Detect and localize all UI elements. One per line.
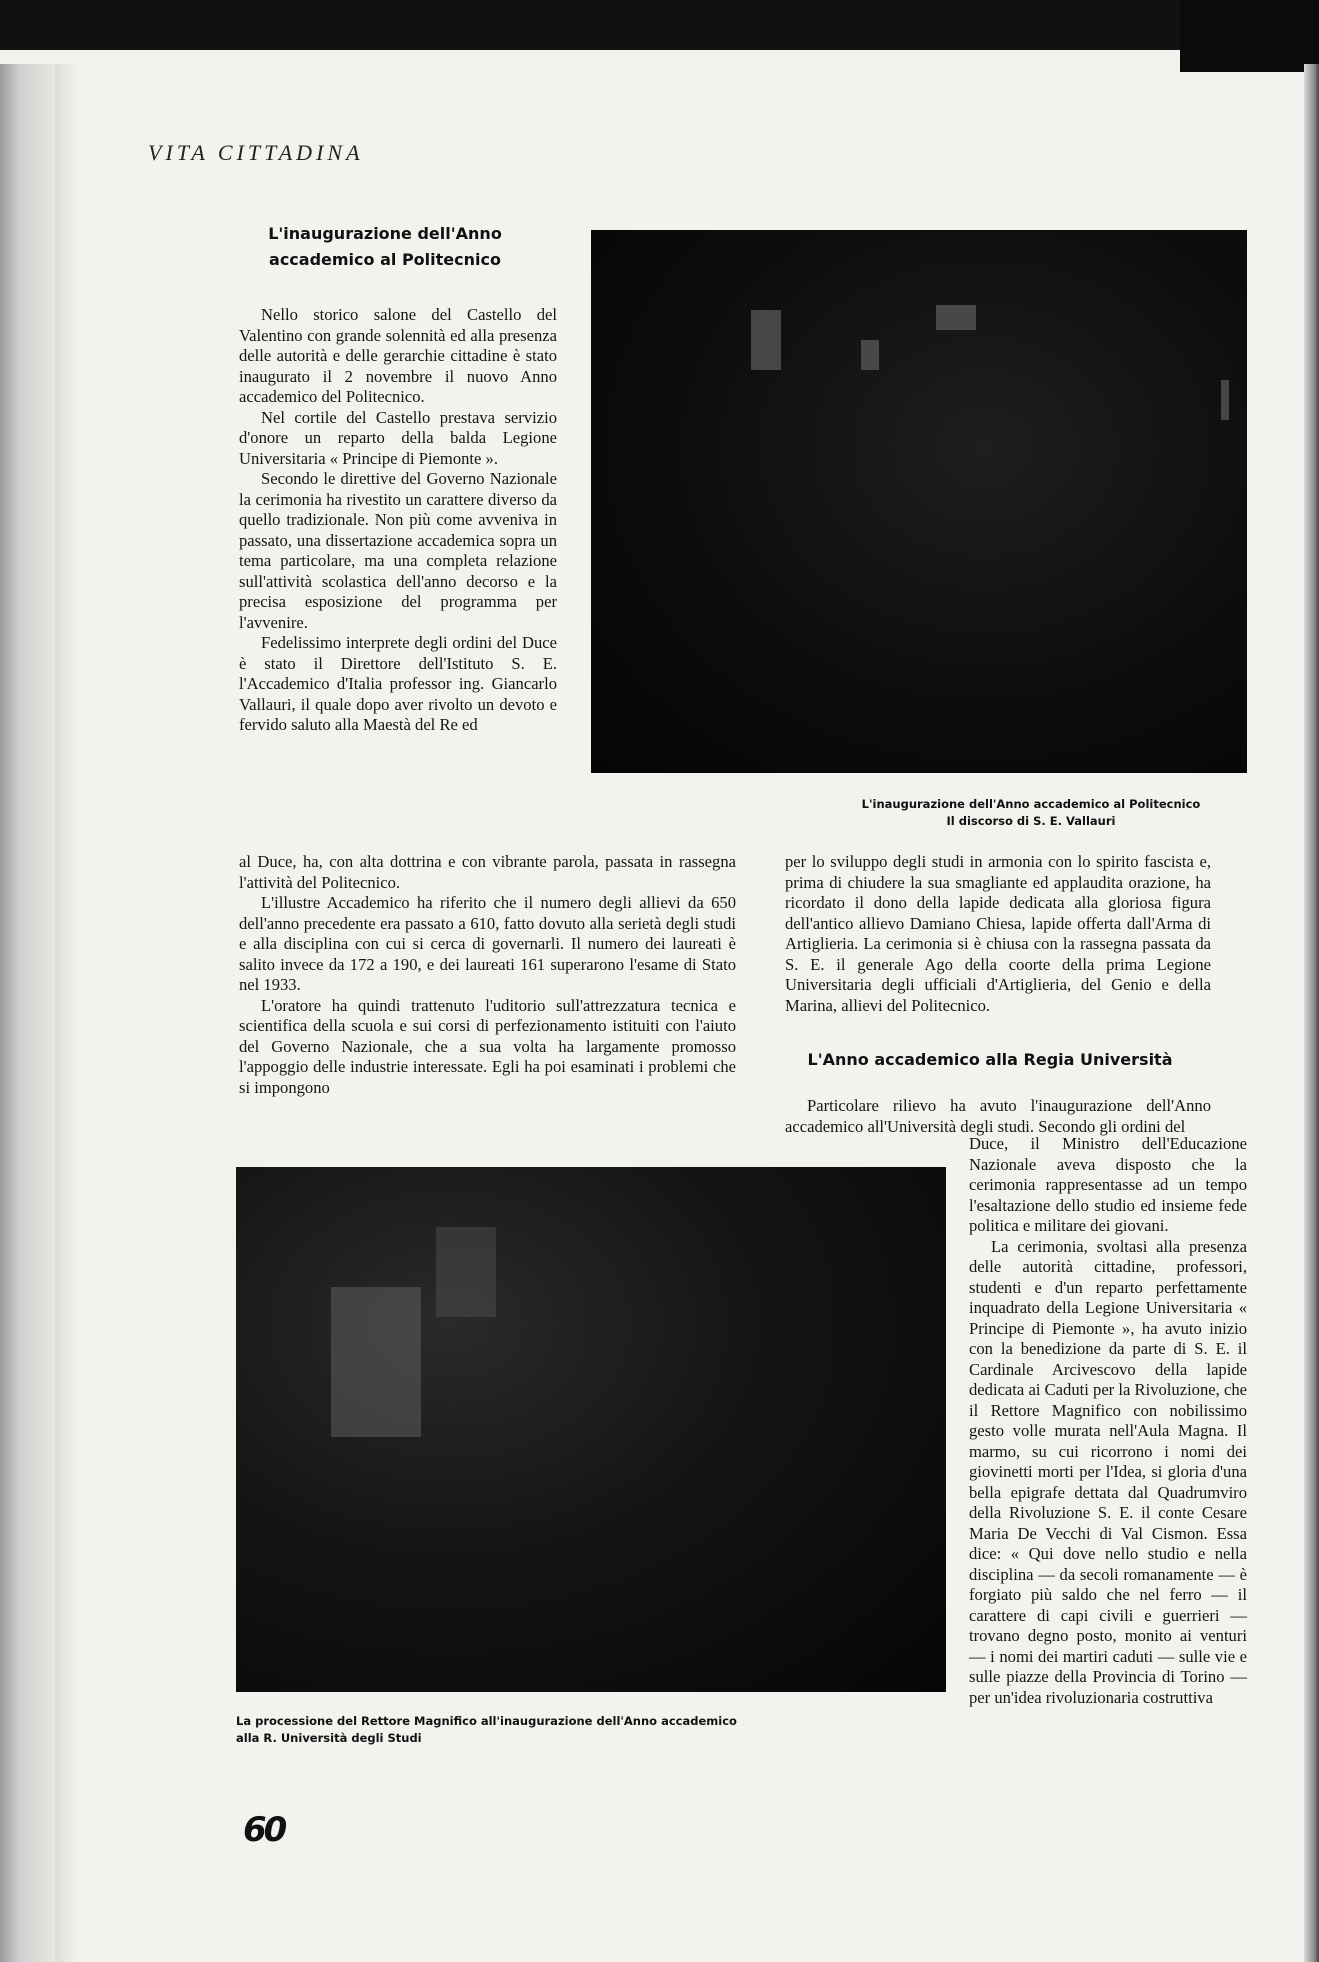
scan-dark-corner: [1180, 0, 1319, 72]
article2-intro: [785, 1096, 1211, 1137]
article1-right-column: [785, 852, 1211, 1016]
article2-title: L'Anno accademico alla Regia Università: [807, 1050, 1173, 1069]
article1-paragraph: Secondo le direttive del Governo Nazionale la cerimonia ha rivestito un carattere diverso da quello tradizionale. Non più come avveniva in passato, una dissertazione accademica sopra un tema particolare, ma una completa relazione sull'attività scolastica dell'anno decorso e la precisa esposizione del programma per l'avvenire.: [239, 469, 557, 632]
article1-title: [235, 221, 535, 273]
photo-window-highlight: [861, 340, 879, 370]
article1-paragraph: Fedelissimo interprete degli ordini del Duce è stato il Direttore dell'Istituto S. E. l'Accademico d'Italia professor ing. Giancarlo Vallauri, il quale dopo aver rivolto un devoto e fervido saluto alla Maestà del Re ed: [239, 633, 557, 734]
page-number: 60: [243, 1810, 285, 1850]
photo1-caption: [825, 796, 1237, 830]
photo-window-highlight: [936, 305, 976, 330]
photo2-caption: [236, 1713, 946, 1747]
photo-university-procession: [236, 1167, 946, 1692]
photo2-caption-line1: La processione del Rettore Magnifico all'inaugurazione dell'Anno accademico: [236, 1714, 737, 1728]
article2-paragraph: La cerimonia, svoltasi alla presenza delle autorità cittadine, professori, studenti e d'un reparto perfettamente inquadrato della Legione Universitaria « Principe di Piemonte », ha avuto inizio con la benedizione da parte di S. E. il Cardinale Arcivescovo della lapide dedicata ai Caduti per la Rivoluzione, che il Rettore Magnifico con nobilissimo gesto volle murata nell'Aula Magna. Il marmo, su cui ricorrono i nomi dei giovinetti morti per l'Idea, si gloria d'una bella epigrafe dettata dal Quadrumviro della Rivoluzione S. E. il conte Cesare Maria De Vecchi di Val Cismon. Essa dice: « Qui dove nello studio e nella disciplina — da secoli romanamente — è forgiato più saldo che nel ferro — il carattere di capi civili e guerrieri — trovano degno posto, monito ai venturi — i nomi dei martiri caduti — sulle vie e sulle piazze della Provincia di Torino — per un'idea rivoluzionaria costruttiva: [969, 1236, 1247, 1707]
photo1-caption-line1: L'inaugurazione dell'Anno accademico al Politecnico: [861, 797, 1201, 811]
article1-title-line2: accademico al Politecnico: [269, 250, 501, 269]
scan-binding-shadow: [0, 64, 55, 1962]
article1-paragraph: L'oratore ha quindi trattenuto l'uditorio sull'attrezzatura tecnica e scientifica della scuola e sui corsi di perfezionamento istituiti con l'aiuto del Governo Nazionale, che a sua volta ha largamente promosso l'appoggio delle industrie interessate. Egli ha poi esaminati i problemi che si impongono: [239, 995, 736, 1097]
article1-paragraph: per lo sviluppo degli studi in armonia con lo spirito fascista e, prima di chiudere la sua smagliante ed applaudita orazione, ha ricordato il dono della lapide dedicata alla gloriosa figura dell'antico allievo Damiano Chiesa, lapide offerta dall'Arma di Artiglieria. La cerimonia si è chiusa con la rassegna passata da S. E. il generale Ago della coorte della prima Legione Universitaria degli ufficiali d'Artiglieria, del Genio e della Marina, allievi del Politecnico.: [785, 852, 1211, 1015]
article1-title-line1: L'inaugurazione dell'Anno: [268, 224, 502, 243]
article2-column: [969, 1134, 1247, 1708]
photo-window-highlight: [436, 1227, 496, 1317]
scan-binding-fade: [55, 64, 77, 1962]
photo1-caption-line2: Il discorso di S. E. Vallauri: [946, 814, 1116, 828]
photo-window-highlight: [1221, 380, 1229, 420]
article2-paragraph: Particolare rilievo ha avuto l'inaugurazione dell'Anno accademico all'Università degli studi. Secondo gli ordini del: [785, 1096, 1211, 1136]
article2-paragraph: Duce, il Ministro dell'Educazione Nazionale aveva disposto che la cerimonia rappresentasse ad un tempo l'esaltazione dello studio ed insieme fede politica e militare dei giovani.: [969, 1134, 1247, 1235]
photo-window-highlight: [331, 1287, 421, 1437]
article1-paragraph: Nel cortile del Castello prestava servizio d'onore un reparto della balda Legione Universitaria « Principe di Piemonte ».: [239, 407, 557, 468]
photo2-caption-line2: alla R. Università degli Studi: [236, 1731, 422, 1745]
article1-paragraph: al Duce, ha, con alta dottrina e con vibrante parola, passata in rassegna l'attività del Politecnico.: [239, 852, 736, 892]
photo-politecnico-inauguration: [591, 230, 1247, 773]
article1-intro-column: [239, 305, 557, 736]
scan-right-shadow: [1304, 64, 1319, 1962]
article1-paragraph: L'illustre Accademico ha riferito che il numero degli allievi da 650 dell'anno precedente era passato a 610, fatto dovuto alla serietà degli studi e alla disciplina con cui si cerca di governarli. Il numero dei laureati è salito invece da 172 a 190, e dei laureati 161 superarono l'esame di Stato nel 1933.: [239, 893, 736, 994]
section-header: VITA CITTADINA: [148, 140, 364, 165]
photo-window-highlight: [751, 310, 781, 370]
article1-paragraph: Nello storico salone del Castello del Valentino con grande solennità ed alla presenza delle autorità e delle gerarchie cittadine è stato inaugurato il 2 novembre il nuovo Anno accademico del Politecnico.: [239, 305, 557, 406]
article1-wide-column: [239, 852, 736, 1098]
